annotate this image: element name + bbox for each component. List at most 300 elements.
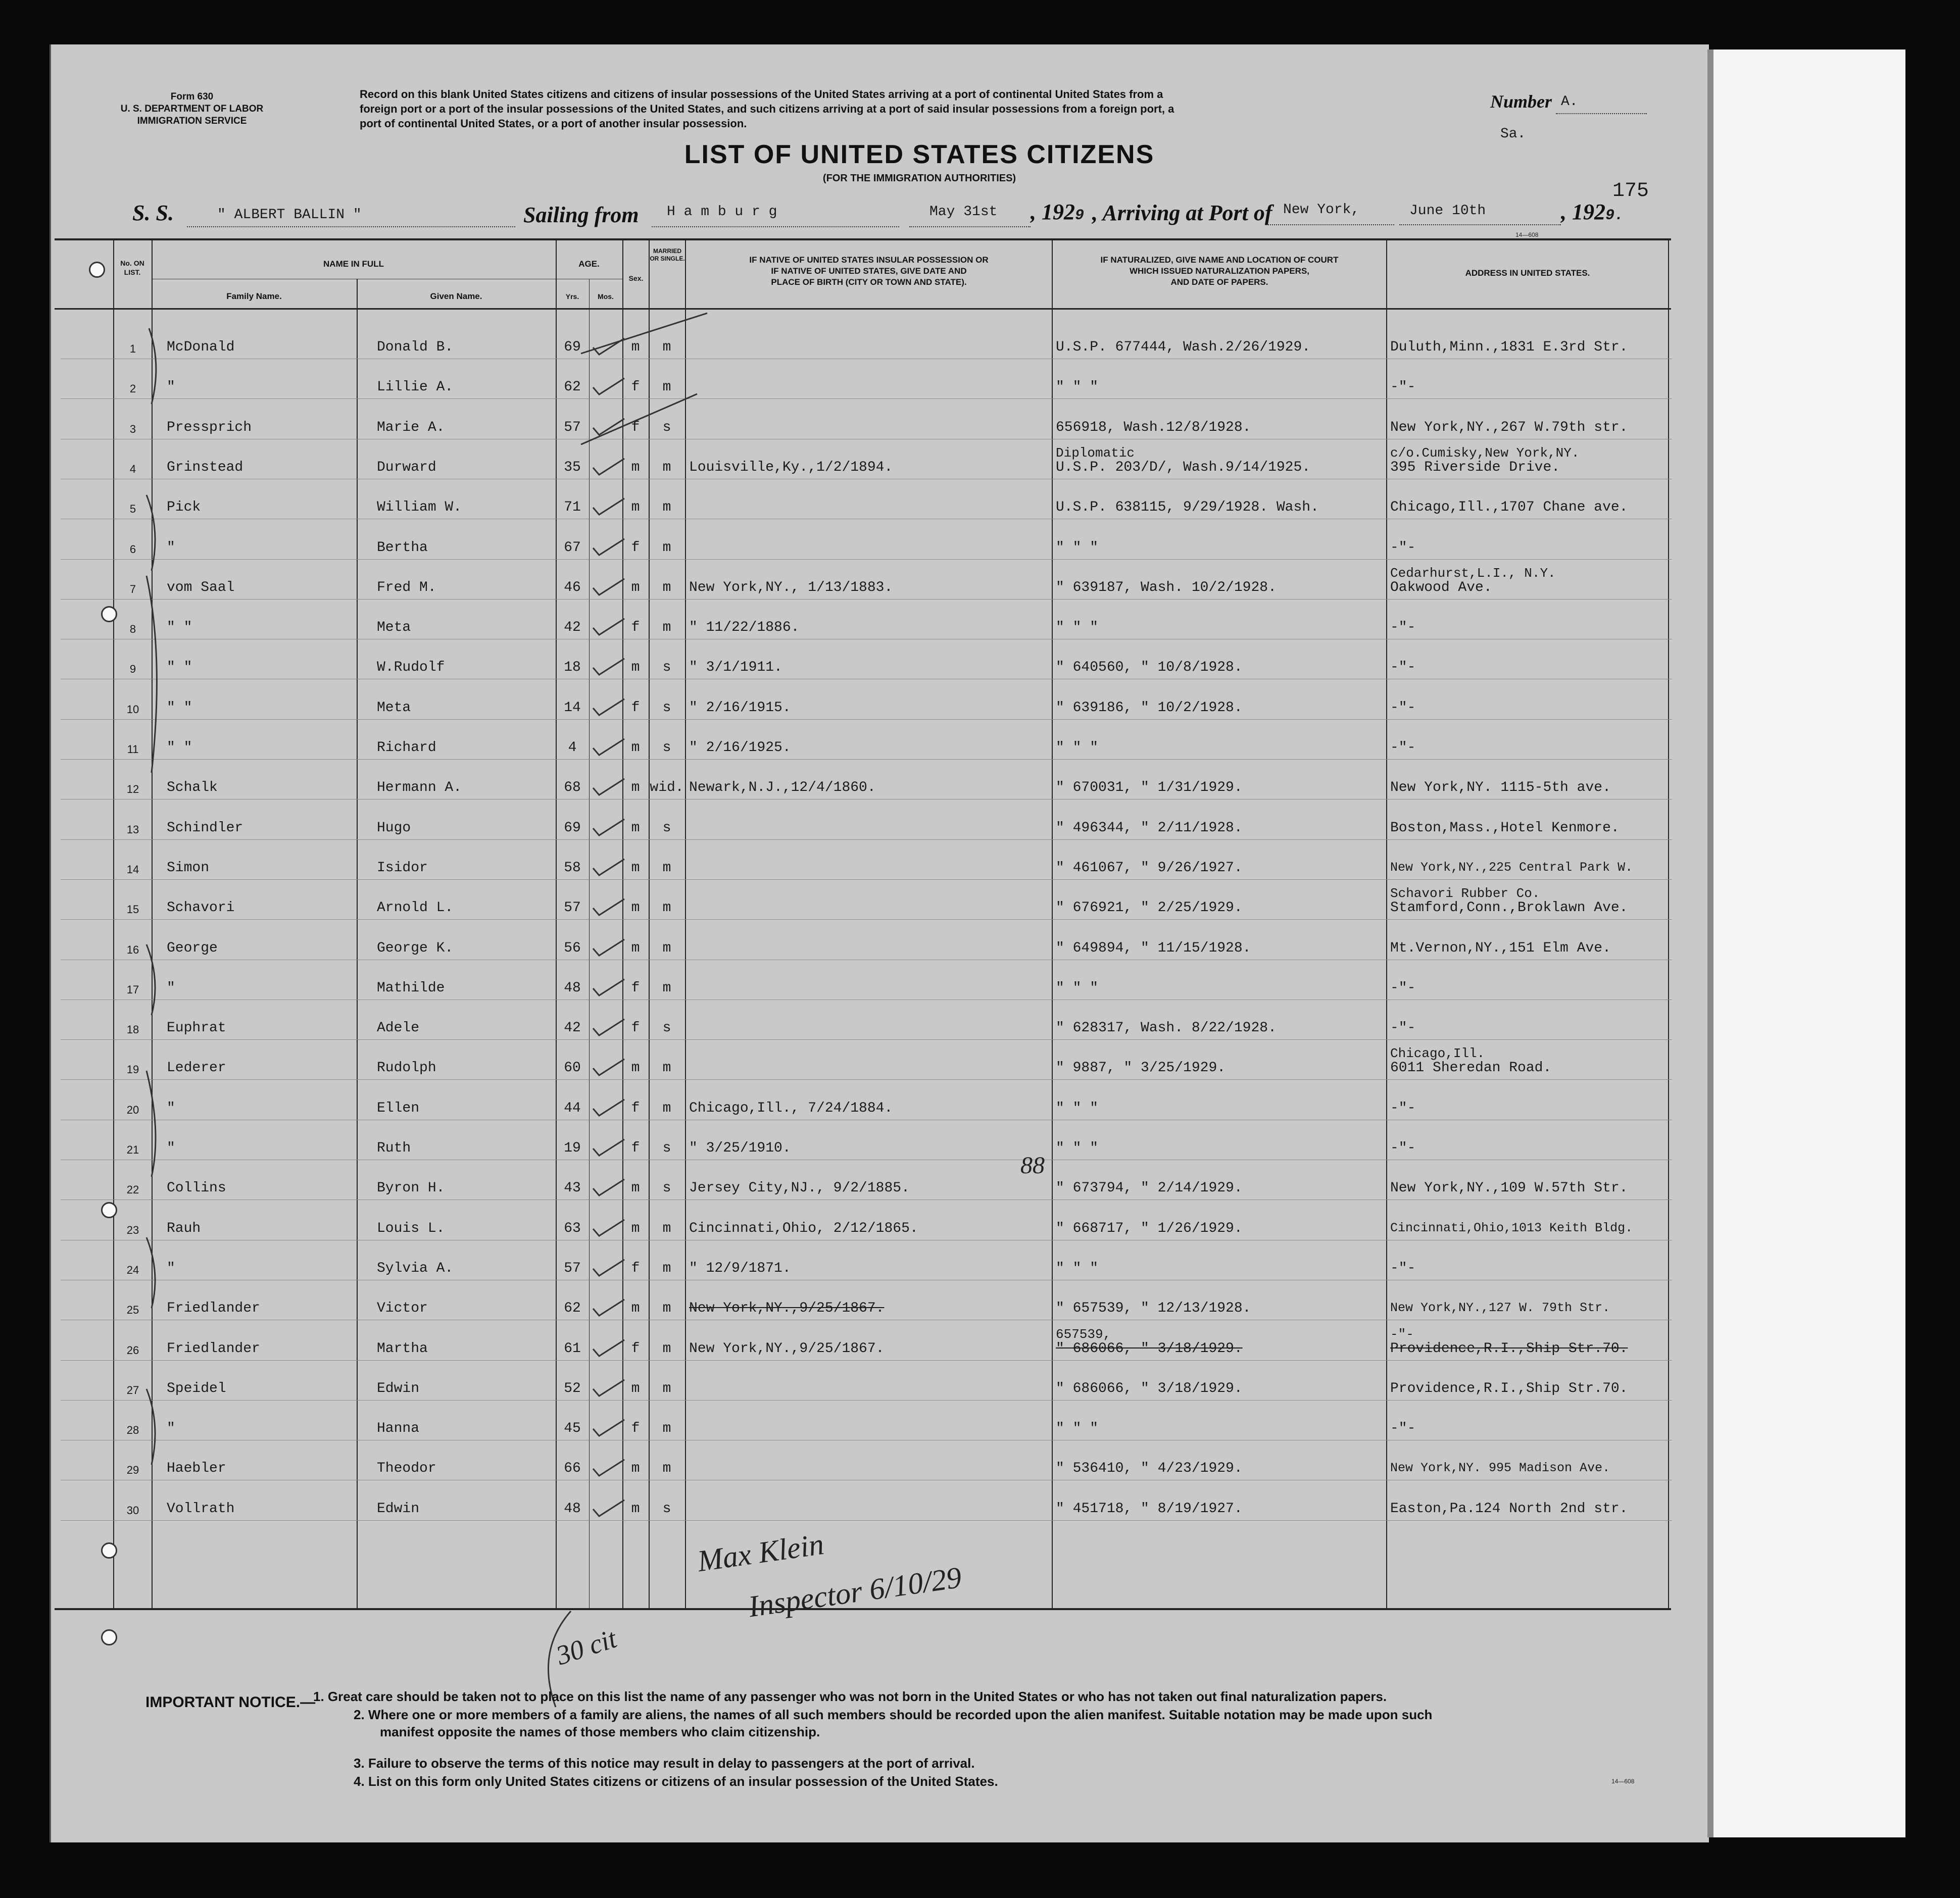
- bracket-19-21: [146, 1071, 156, 1177]
- row-sex: m: [631, 660, 640, 676]
- row-address: -"-: [1390, 1140, 1416, 1156]
- row-address: Providence,R.I.,Ship Str.70.: [1390, 1380, 1628, 1396]
- row-address: Cincinnati,Ohio,1013 Keith Bldg.: [1390, 1220, 1633, 1235]
- row-naturalization: " 640560, " 10/8/1928.: [1056, 660, 1243, 676]
- row-family-name: Grinstead: [167, 459, 243, 475]
- row-birthplace: " 11/22/1886.: [689, 620, 800, 636]
- row-birthplace: Chicago,Ill., 7/24/1884.: [689, 1100, 893, 1116]
- row-naturalization: " 649894, " 11/15/1928.: [1056, 940, 1251, 956]
- row-given-name: Theodor: [377, 1461, 436, 1477]
- row-given-name: Richard: [377, 740, 436, 756]
- row-family-name: Vollrath: [167, 1501, 235, 1517]
- row-birthplace: Jersey City,NJ., 9/2/1885.: [689, 1180, 910, 1196]
- row-sex: m: [631, 1060, 640, 1076]
- row-address: Easton,Pa.124 North 2nd str.: [1390, 1501, 1628, 1517]
- record-line-2: foreign port or a port of the insular possessions of the United States, and such citizens arriving at a port of said insular possessions from a foreign port, a: [360, 103, 1174, 115]
- row-address: -"-: [1390, 700, 1416, 716]
- ship-label: S. S.: [132, 201, 174, 225]
- row-family-name: ": [167, 1140, 175, 1156]
- row-row-number: 18: [126, 1023, 139, 1036]
- row-given-name: Isidor: [377, 860, 428, 876]
- row-age-years: 48: [564, 1501, 581, 1517]
- row-age-years: 60: [564, 1060, 581, 1076]
- col-family-head: Family Name.: [226, 291, 282, 301]
- punch-hole-2: [101, 1202, 117, 1218]
- row-birthplace: Newark,N.J.,12/4/1860.: [689, 780, 876, 796]
- year-1-prefix: , 192: [1031, 199, 1075, 224]
- row-sex: m: [631, 1501, 640, 1517]
- row-naturalization: " 673794, " 2/14/1929.: [1056, 1180, 1243, 1196]
- row-naturalization: U.S.P. 203/D/, Wash.9/14/1925.: [1056, 459, 1311, 475]
- row-age-years: 56: [564, 940, 581, 956]
- row-given-name: Hugo: [377, 820, 411, 836]
- row-family-name: " ": [167, 620, 192, 636]
- arriving-port: New York,: [1283, 202, 1360, 218]
- row-family-name: vom Saal: [167, 579, 235, 595]
- row-sex: f: [631, 1260, 640, 1276]
- row-marital-status: m: [662, 1380, 671, 1396]
- row-family-name: Friedlander: [167, 1301, 260, 1317]
- row-family-name: Schavori: [167, 900, 235, 916]
- row-naturalization: " 639186, " 10/2/1928.: [1056, 700, 1243, 716]
- row-naturalization-note: Diplomatic: [1056, 445, 1135, 461]
- row-naturalization: " " ": [1056, 980, 1099, 996]
- row-sex: f: [631, 620, 640, 636]
- row-address: New York,NY.,267 W.79th str.: [1390, 419, 1628, 435]
- row-address: Boston,Mass.,Hotel Kenmore.: [1390, 820, 1620, 836]
- row-sex: f: [631, 700, 640, 716]
- row-naturalization: 656918, Wash.12/8/1928.: [1056, 419, 1251, 435]
- col-given-head: Given Name.: [430, 291, 482, 301]
- row-family-name: ": [167, 1100, 175, 1116]
- row-age-years: 35: [564, 459, 581, 475]
- row-age-years: 48: [564, 980, 581, 996]
- row-marital-status: m: [662, 1100, 671, 1116]
- col-sex-head: Sex.: [628, 274, 644, 282]
- notice-code: 14—608: [1611, 1778, 1635, 1785]
- page-number: 175: [1612, 180, 1649, 203]
- row-age-years: 57: [564, 900, 581, 916]
- row-age-years: 71: [564, 500, 581, 516]
- arriving-date: June 10th: [1409, 203, 1486, 219]
- row-address-line1: Schavori Rubber Co.: [1390, 886, 1540, 902]
- row-naturalization: " " ": [1056, 539, 1099, 556]
- row-family-name: " ": [167, 660, 192, 676]
- row-address: Providence,R.I.,Ship Str.70.: [1390, 1340, 1628, 1357]
- row-age-years: 42: [564, 620, 581, 636]
- row-given-name: Meta: [377, 620, 411, 636]
- row-row-number: 27: [126, 1383, 139, 1396]
- bracket-16-17: [146, 944, 155, 1015]
- row-naturalization: " " ": [1056, 1421, 1099, 1437]
- notice-item-2: 2. Where one or more members of a family are aliens, the names of all such members should be recorded upon the alien manifest. Suitable notation may be made upon such: [354, 1707, 1433, 1722]
- year-1-suffix: 9: [1075, 207, 1085, 224]
- row-address: New York,NY.,109 W.57th Str.: [1390, 1180, 1628, 1196]
- bracket-7-11: [146, 576, 157, 773]
- row-given-name: W.Rudolf: [377, 660, 445, 676]
- row-marital-status: s: [662, 820, 671, 836]
- row-row-number: 11: [127, 743, 139, 756]
- row-age-years: 46: [564, 579, 581, 595]
- row-birthplace: Louisville,Ky.,1/2/1894.: [689, 459, 893, 475]
- row-sex: m: [631, 500, 640, 516]
- row-family-name: Lederer: [167, 1060, 226, 1076]
- row-age-years: 57: [564, 1260, 581, 1276]
- row-address-line1: -"-: [1390, 1326, 1414, 1342]
- row-naturalization: U.S.P. 638115, 9/29/1928. Wash.: [1056, 500, 1319, 516]
- pencil-88: 88: [1020, 1152, 1045, 1179]
- row-address: Mt.Vernon,NY.,151 Elm Ave.: [1390, 940, 1611, 956]
- row-age-years: 67: [564, 539, 581, 556]
- row-row-number: 23: [126, 1223, 139, 1236]
- row-age-years: 44: [564, 1100, 581, 1116]
- row-row-number: 25: [126, 1304, 139, 1317]
- notice-item-4: 4. List on this form only United States citizens or citizens of an insular possession of the United States.: [354, 1774, 998, 1789]
- row-naturalization: " 657539, " 12/13/1928.: [1056, 1301, 1251, 1317]
- notice-heading: IMPORTANT NOTICE.—: [145, 1694, 316, 1711]
- row-address: 395 Riverside Drive.: [1390, 459, 1560, 475]
- row-address: -"-: [1390, 620, 1416, 636]
- ship-name: " ALBERT BALLIN ": [217, 207, 362, 223]
- row-birthplace: Cincinnati,Ohio, 2/12/1865.: [689, 1220, 918, 1236]
- row-age-years: 58: [564, 860, 581, 876]
- col-birth-head-3: PLACE OF BIRTH (CITY OR TOWN AND STATE).: [771, 277, 967, 287]
- row-age-years: 68: [564, 780, 581, 796]
- row-birthplace: New York,NY., 1/13/1883.: [689, 579, 893, 595]
- col-birth-head-1: IF NATIVE OF UNITED STATES INSULAR POSSESSION OR: [749, 255, 989, 265]
- row-family-name: Collins: [167, 1180, 226, 1196]
- row-row-number: 29: [126, 1464, 139, 1477]
- row-age-years: 52: [564, 1380, 581, 1396]
- row-naturalization: " " ": [1056, 620, 1099, 636]
- row-given-name: Fred M.: [377, 579, 436, 595]
- long-check-1: [581, 313, 707, 354]
- row-family-name: Rauh: [167, 1220, 201, 1236]
- year-2-prefix: , 192: [1561, 199, 1605, 224]
- row-naturalization: " 668717, " 1/26/1929.: [1056, 1220, 1243, 1236]
- row-given-name: Hanna: [377, 1421, 420, 1437]
- row-age-years: 4: [568, 740, 577, 756]
- row-naturalization: " " ": [1056, 740, 1099, 756]
- row-given-name: Victor: [377, 1301, 428, 1317]
- row-row-number: 13: [126, 823, 139, 836]
- row-naturalization: " " ": [1056, 1100, 1099, 1116]
- long-check-3: [581, 394, 697, 444]
- row-marital-status: m: [662, 500, 671, 516]
- row-row-number: 22: [126, 1183, 139, 1196]
- row-row-number: 7: [129, 582, 136, 595]
- row-marital-status: s: [662, 1180, 671, 1196]
- row-row-number: 20: [126, 1103, 139, 1116]
- row-birthplace: " 2/16/1915.: [689, 700, 791, 716]
- row-given-name: Bertha: [377, 539, 428, 556]
- row-row-number: 30: [126, 1504, 139, 1517]
- row-marital-status: wid.: [650, 780, 684, 796]
- row-naturalization: " 639187, Wash. 10/2/1928.: [1056, 579, 1277, 595]
- service: IMMIGRATION SERVICE: [137, 116, 247, 126]
- row-marital-status: s: [662, 660, 671, 676]
- row-age-years: 14: [564, 700, 581, 716]
- row-given-name: Rudolph: [377, 1060, 436, 1076]
- col-yrs-head: Yrs.: [565, 292, 579, 301]
- row-marital-status: m: [662, 1421, 671, 1437]
- row-naturalization: " 628317, Wash. 8/22/1928.: [1056, 1020, 1277, 1036]
- row-given-name: William W.: [377, 500, 462, 516]
- row-marital-status: m: [662, 980, 671, 996]
- page-title: LIST OF UNITED STATES CITIZENS: [684, 140, 1155, 169]
- sa-value: Sa.: [1500, 126, 1526, 142]
- row-naturalization: " 9887, " 3/25/1929.: [1056, 1060, 1226, 1076]
- row-age-years: 18: [564, 660, 581, 676]
- row-row-number: 21: [126, 1143, 139, 1156]
- row-naturalization: " " ": [1056, 1260, 1099, 1276]
- row-marital-status: m: [662, 1220, 671, 1236]
- notice-item-3: 3. Failure to observe the terms of this notice may result in delay to passengers at the port of arrival.: [354, 1756, 975, 1771]
- row-sex: f: [631, 1020, 640, 1036]
- col-nat-head-1: IF NATURALIZED, GIVE NAME AND LOCATION OF COURT: [1100, 255, 1339, 265]
- row-age-years: 61: [564, 1340, 581, 1357]
- row-given-name: Donald B.: [377, 339, 454, 355]
- row-row-number: 2: [129, 382, 136, 395]
- row-given-name: Edwin: [377, 1501, 420, 1517]
- row-sex: m: [631, 1301, 640, 1317]
- row-row-number: 10: [126, 703, 139, 716]
- row-marital-status: s: [662, 1140, 671, 1156]
- row-marital-status: s: [662, 1501, 671, 1517]
- col-age-head: AGE.: [578, 259, 600, 269]
- row-sex: m: [631, 339, 640, 355]
- row-sex: m: [631, 900, 640, 916]
- row-address: -"-: [1390, 1260, 1416, 1276]
- row-given-name: Louis L.: [377, 1220, 445, 1236]
- row-given-name: Hermann A.: [377, 780, 462, 796]
- row-given-name: Marie A.: [377, 419, 445, 435]
- row-address: New York,NY. 1115-5th ave.: [1390, 780, 1611, 796]
- record-line-1: Record on this blank United States citizens and citizens of insular possessions of the United States arriving at a port of continental United States from a: [360, 88, 1163, 101]
- row-address: Chicago,Ill.,1707 Chane ave.: [1390, 500, 1628, 516]
- row-marital-status: m: [662, 1301, 671, 1317]
- row-given-name: Ellen: [377, 1100, 420, 1116]
- row-row-number: 19: [126, 1063, 139, 1076]
- year-2-suffix: 9.: [1605, 207, 1624, 224]
- row-marital-status: m: [662, 1260, 671, 1276]
- inspector-signature: Max Klein: [695, 1527, 826, 1578]
- row-marital-status: m: [662, 1461, 671, 1477]
- sailing-label: Sailing from: [523, 203, 639, 227]
- row-marital-status: m: [662, 1060, 671, 1076]
- row-sex: m: [631, 1380, 640, 1396]
- punch-hole-4: [101, 1629, 117, 1645]
- row-marital-status: m: [662, 940, 671, 956]
- row-birthplace: New York,NY.,9/25/1867.: [689, 1340, 885, 1357]
- row-given-name: Arnold L.: [377, 900, 454, 916]
- row-family-name: ": [167, 980, 175, 996]
- row-naturalization: " 676921, " 2/25/1929.: [1056, 900, 1243, 916]
- inspector-date: Inspector 6/10/29: [746, 1560, 964, 1624]
- row-family-name: George: [167, 940, 218, 956]
- row-birthplace: " 2/16/1925.: [689, 740, 791, 756]
- row-given-name: Meta: [377, 700, 411, 716]
- row-address: 6011 Sheredan Road.: [1390, 1060, 1552, 1076]
- row-row-number: 16: [126, 943, 139, 956]
- row-naturalization: U.S.P. 677444, Wash.2/26/1929.: [1056, 339, 1311, 355]
- row-naturalization: " " ": [1056, 1140, 1099, 1156]
- row-family-name: Pressprich: [167, 419, 252, 435]
- row-naturalization: " 686066, " 3/18/1929.: [1056, 1380, 1243, 1396]
- row-sex: m: [631, 459, 640, 475]
- row-sex: f: [631, 1421, 640, 1437]
- page-subtitle: (FOR THE IMMIGRATION AUTHORITIES): [822, 173, 1016, 184]
- form-number: Form 630: [170, 91, 214, 102]
- row-address: Stamford,Conn.,Broklawn Ave.: [1390, 900, 1628, 916]
- row-row-number: 24: [126, 1263, 139, 1276]
- row-sex: f: [631, 419, 640, 435]
- row-address: -"-: [1390, 980, 1416, 996]
- row-naturalization: " 686066, " 3/18/1929.: [1056, 1340, 1243, 1357]
- row-age-years: 69: [564, 339, 581, 355]
- row-marital-status: m: [662, 459, 671, 475]
- row-given-name: George K.: [377, 940, 454, 956]
- department: U. S. DEPARTMENT OF LABOR: [120, 104, 264, 114]
- row-given-name: Byron H.: [377, 1180, 445, 1196]
- row-birthplace: " 12/9/1871.: [689, 1260, 791, 1276]
- row-row-number: 28: [126, 1424, 139, 1437]
- row-given-name: Martha: [377, 1340, 428, 1357]
- col-nat-head-3: AND DATE OF PAPERS.: [1170, 277, 1268, 287]
- row-family-name: Haebler: [167, 1461, 226, 1477]
- row-address: -"-: [1390, 740, 1416, 756]
- row-row-number: 15: [126, 903, 139, 916]
- row-age-years: 42: [564, 1020, 581, 1036]
- row-sex: f: [631, 980, 640, 996]
- row-age-years: 19: [564, 1140, 581, 1156]
- bracket-23-24: [146, 1237, 155, 1308]
- row-family-name: " ": [167, 740, 192, 756]
- row-birthplace: New York,NY.,9/25/1867.: [689, 1301, 885, 1317]
- row-marital-status: m: [662, 539, 671, 556]
- row-row-number: 9: [129, 663, 136, 676]
- arriving-label: , Arriving at Port of: [1092, 201, 1272, 225]
- row-sex: m: [631, 820, 640, 836]
- row-address-line1: Cedarhurst,L.I., N.Y.: [1390, 565, 1556, 581]
- row-sex: m: [631, 1180, 640, 1196]
- row-family-name: McDonald: [167, 339, 235, 355]
- row-family-name: Schalk: [167, 780, 218, 796]
- row-sex: m: [631, 1220, 640, 1236]
- row-marital-status: m: [662, 620, 671, 636]
- row-given-name: Durward: [377, 459, 436, 475]
- row-row-number: 17: [126, 983, 139, 996]
- row-family-name: Schindler: [167, 820, 243, 836]
- row-family-name: Euphrat: [167, 1020, 226, 1036]
- row-marital-status: m: [662, 379, 671, 395]
- row-family-name: Friedlander: [167, 1340, 260, 1357]
- row-address-line1: Chicago,Ill.: [1390, 1046, 1485, 1062]
- row-sex: m: [631, 780, 640, 796]
- row-age-years: 63: [564, 1220, 581, 1236]
- col-mos-head: Mos.: [598, 292, 614, 301]
- notice-item-2b: manifest opposite the names of those members who claim citizenship.: [380, 1724, 820, 1739]
- row-marital-status: s: [662, 419, 671, 435]
- row-sex: m: [631, 860, 640, 876]
- row-naturalization: " 496344, " 2/11/1928.: [1056, 820, 1243, 836]
- row-sex: f: [631, 539, 640, 556]
- row-row-number: 12: [126, 783, 139, 796]
- bracket-1-2: [149, 328, 156, 404]
- small-code-top: 14—608: [1515, 231, 1539, 238]
- row-sex: f: [631, 1140, 640, 1156]
- citizen-count: 30 cit: [552, 1623, 620, 1671]
- bracket-27-28: [146, 1389, 155, 1465]
- row-marital-status: m: [662, 860, 671, 876]
- row-address: -"-: [1390, 1020, 1416, 1036]
- row-marital-status: m: [662, 1340, 671, 1357]
- row-family-name: Pick: [167, 500, 201, 516]
- row-address: New York,NY.,225 Central Park W.: [1390, 860, 1633, 875]
- row-age-years: 45: [564, 1421, 581, 1437]
- sailing-date: May 31st: [929, 204, 998, 220]
- row-family-name: ": [167, 1260, 175, 1276]
- number-value: A.: [1561, 94, 1578, 110]
- row-naturalization: " 670031, " 1/31/1929.: [1056, 780, 1243, 796]
- bracket-5-6: [146, 495, 155, 571]
- row-given-name: Ruth: [377, 1140, 411, 1156]
- row-row-number: 14: [126, 863, 139, 876]
- row-address-line1: c/o.Cumisky,New York,NY.: [1390, 445, 1580, 461]
- col-addr-head: ADDRESS IN UNITED STATES.: [1465, 268, 1590, 278]
- row-family-name: " ": [167, 700, 192, 716]
- row-given-name: Mathilde: [377, 980, 445, 996]
- row-row-number: 1: [129, 342, 136, 355]
- row-age-years: 43: [564, 1180, 581, 1196]
- row-naturalization-note: 657539,: [1056, 1326, 1111, 1342]
- row-age-years: 57: [564, 419, 581, 435]
- row-row-number: 8: [129, 623, 136, 636]
- row-family-name: Simon: [167, 860, 210, 876]
- row-naturalization: " " ": [1056, 379, 1099, 395]
- row-marital-status: s: [662, 700, 671, 716]
- row-naturalization: " 536410, " 4/23/1929.: [1056, 1461, 1243, 1477]
- row-family-name: ": [167, 379, 175, 395]
- row-given-name: Lillie A.: [377, 379, 454, 395]
- record-line-3: port of continental United States, or a port of another insular possession.: [360, 117, 747, 130]
- row-family-name: ": [167, 1421, 175, 1437]
- col-nat-head-2: WHICH ISSUED NATURALIZATION PAPERS,: [1129, 266, 1310, 276]
- number-label: Number: [1490, 91, 1552, 112]
- row-row-number: 4: [129, 462, 136, 475]
- row-row-number: 5: [129, 503, 136, 516]
- row-age-years: 69: [564, 820, 581, 836]
- row-age-years: 62: [564, 379, 581, 395]
- row-marital-status: m: [662, 579, 671, 595]
- row-age-years: 62: [564, 1301, 581, 1317]
- row-address: -"-: [1390, 1100, 1416, 1116]
- punch-hole-top: [89, 262, 105, 278]
- punch-hole-3: [101, 1542, 117, 1559]
- row-sex: m: [631, 579, 640, 595]
- row-address: New York,NY. 995 Madison Ave.: [1390, 1461, 1610, 1476]
- row-sex: m: [631, 1461, 640, 1477]
- row-given-name: Sylvia A.: [377, 1260, 454, 1276]
- row-marital-status: m: [662, 339, 671, 355]
- row-marital-status: s: [662, 740, 671, 756]
- row-marital-status: m: [662, 900, 671, 916]
- row-given-name: Edwin: [377, 1380, 420, 1396]
- row-birthplace: " 3/25/1910.: [689, 1140, 791, 1156]
- row-sex: f: [631, 1100, 640, 1116]
- row-family-name: ": [167, 539, 175, 556]
- row-row-number: 26: [126, 1343, 139, 1357]
